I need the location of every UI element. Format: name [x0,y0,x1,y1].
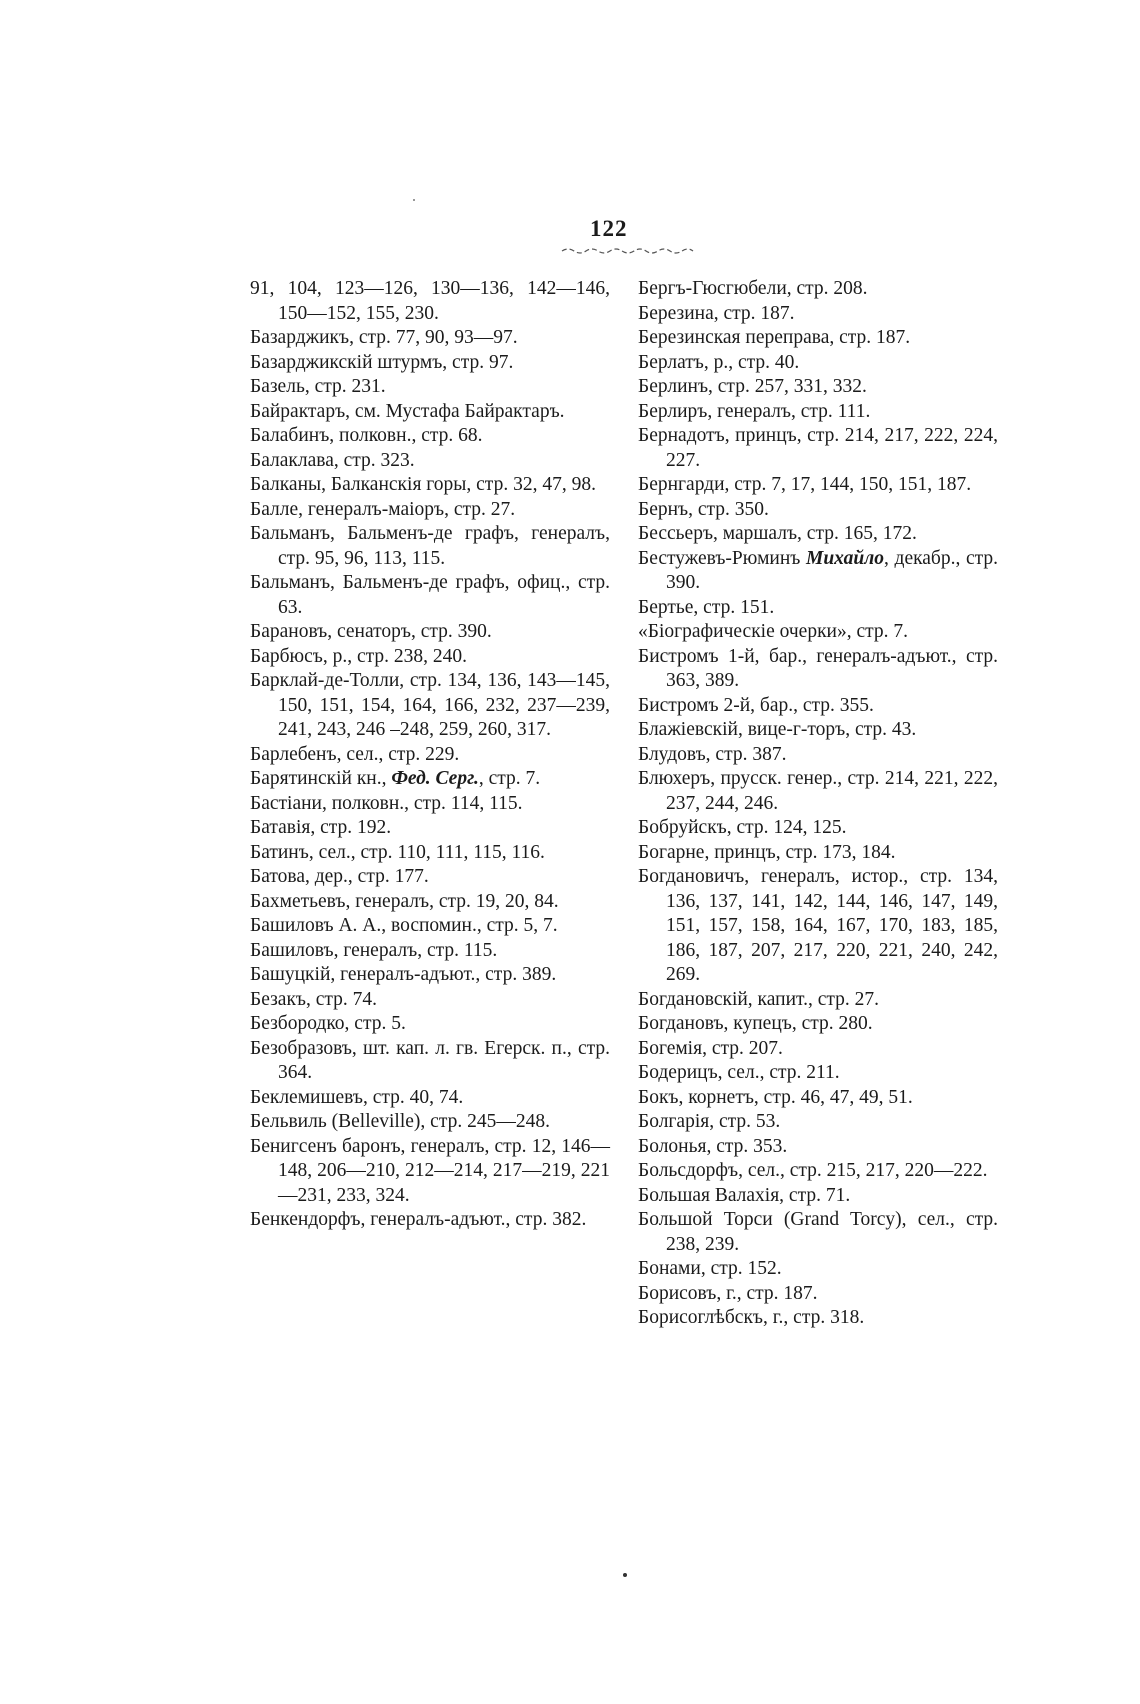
index-entry: Блюхеръ, прусск. генер., стр. 214, 221, 222, 237, 244, 246. [638,768,998,814]
index-entry: Барклай-де-Толли, стр. 134, 136, 143—145, 150, 151, 154, 164, 166, 232, 237—239, 241, 243, 246 –248, 259, 260, 317. [250,670,610,740]
index-entry: Башиловъ, генералъ, стр. 115. [250,939,498,961]
index-entry: Бернъ, стр. 350. [638,498,769,520]
index-entry: Барбюсъ, р., стр. 238, 240. [250,645,467,667]
index-entry: Берлинъ, стр. 257, 331, 332. [638,376,867,397]
index-entry: Байрактаръ, см. Мустафа Байрактаръ. [250,400,565,422]
index-entry: Базель, стр. 231. [250,376,386,397]
index-entry: Беклемишевъ, стр. 40, 74. [250,1086,464,1108]
index-entry: Бергъ-Гюсгюбели, стр. 208. [638,278,868,299]
index-entry: Барановъ, сенаторъ, стр. 390. [250,621,492,642]
index-entry: Березинская переправа, стр. 187. [638,327,911,348]
index-entry: Борисоглѣбскъ, г., стр. 318. [638,1307,865,1328]
index-entry: Богдановичъ, генералъ, истор., стр. 134, 136, 137, 141, 142, 144, 146, 147, 149, 151, 157, 158, 164, 167, 170, 183, 185, 186, 187, 207, 217, 220, 221, 240, 242, 269. [638,866,998,985]
index-entry: Большая Валахія, стр. 71. [638,1184,851,1206]
index-column-left [250,277,610,1233]
index-entry: Богарне, принцъ, стр. 173, 184. [638,841,896,863]
index-entry: Безбородко, стр. 5. [250,1013,406,1034]
index-entry: Бенкендорфъ, генералъ-адъют., стр. 382. [250,1209,587,1230]
ink-dot [623,1573,627,1577]
index-entry: Башиловъ А. А., воспомин., стр. 5, 7. [250,915,558,936]
index-entry: Бельвиль (Belleville), стр. 245—248. [250,1111,550,1132]
index-entry: Бахметьевъ, генералъ, стр. 19, 20, 84. [250,890,559,912]
index-entry: Березина, стр. 187. [638,302,795,324]
index-entry: 91, 104, 123—126, 130—136, 142—146, 150—152, 155, 230. [250,278,610,324]
italic-name: Фед. Серг. [391,768,479,789]
index-entry: Безакъ, стр. 74. [250,988,378,1010]
index-entry: Батинъ, сел., стр. 110, 111, 115, 116. [250,841,545,863]
index-entry: Батавія, стр. 192. [250,817,392,838]
index-entry: Болгарія, стр. 53. [638,1111,781,1132]
index-entry: Балабинъ, полковн., стр. 68. [250,425,483,446]
index-entry: Бокъ, корнетъ, стр. 46, 47, 49, 51. [638,1086,913,1108]
index-entry: Берлатъ, р., стр. 40. [638,351,800,373]
index-entry: Бенигсенъ баронъ, генералъ, стр. 12, 146—148, 206—210, 212—214, 217—219, 221—231, 233, 324. [250,1135,610,1206]
index-column-right [638,277,998,1331]
index-entry: Бессьеръ, маршалъ, стр. 165, 172. [638,523,917,544]
index-entry: Башуцкій, генералъ-адъют., стр. 389. [250,964,557,985]
index-entry: Бодерицъ, сел., стр. 211. [638,1062,840,1083]
page-number: 122 [590,216,628,241]
index-entry: Барлебенъ, сел., стр. 229. [250,743,460,765]
index-entry: Бальманъ, Бальменъ-де графъ, офиц., стр. 63. [250,572,610,618]
index-entry: Бистромъ 1-й, бар., генералъ-адъют., стр. 363, 389. [638,645,998,691]
index-entry: Блажіевскій, вице-г-торъ, стр. 43. [638,719,917,740]
index-entry: Богдановъ, купецъ, стр. 280. [638,1013,873,1034]
index-entry: Батова, дер., стр. 177. [250,866,429,887]
index-entry: Безобразовъ, шт. кап. л. гв. Егерск. п., стр. 364. [250,1037,610,1083]
index-entry: Базарджикскій штурмъ, стр. 97. [250,351,514,373]
italic-name: Михайло [806,547,885,569]
index-entry: Берлиръ, генералъ, стр. 111. [638,400,871,422]
index-entry: Большой Торси (Grand Torcy), сел., стр. 238, 239. [638,1209,998,1255]
index-entry: Богдановскій, капит., стр. 27. [638,988,879,1010]
index-entry: Борисовъ, г., стр. 187. [638,1282,818,1304]
index-entry: Балле, генералъ-маіоръ, стр. 27. [250,498,516,520]
index-entry: Бертье, стр. 151. [638,596,775,618]
index-entry: Бонами, стр. 152. [638,1258,782,1279]
index-entry: Бернгарди, стр. 7, 17, 144, 150, 151, 187. [638,474,972,495]
index-entry: Бернадотъ, принцъ, стр. 214, 217, 222, 224, 227. [638,425,998,471]
index-entry: Бобруйскъ, стр. 124, 125. [638,817,847,838]
index-entry: Барятинскій кн., Фед. Серг., стр. 7. [250,768,541,789]
index-entry: Болонья, стр. 353. [638,1135,788,1157]
decorative-rule [560,246,695,254]
index-entry: Балканы, Балканскія горы, стр. 32, 47, 98. [250,474,596,495]
index-entry: Бестужевъ-Рюминъ Михайло, декабр., стр. 390. [638,547,999,593]
index-entry: Богемія, стр. 207. [638,1037,783,1059]
index-entry: «Біографическіе очерки», стр. 7. [638,621,909,642]
index-entry: Бистромъ 2-й, бар., стр. 355. [638,694,874,716]
index-entry: Блудовъ, стр. 387. [638,743,787,765]
index-entry: Бальманъ, Бальменъ-де графъ, генералъ, стр. 95, 96, 113, 115. [250,523,610,569]
index-entry: Базарджикъ, стр. 77, 90, 93—97. [250,327,518,348]
paper-speck [413,199,415,201]
index-entry: Балаклава, стр. 323. [250,449,415,471]
index-entry: Бастіани, полковн., стр. 114, 115. [250,792,523,814]
index-entry: Больсдорфъ, сел., стр. 215, 217, 220—222. [638,1160,988,1181]
